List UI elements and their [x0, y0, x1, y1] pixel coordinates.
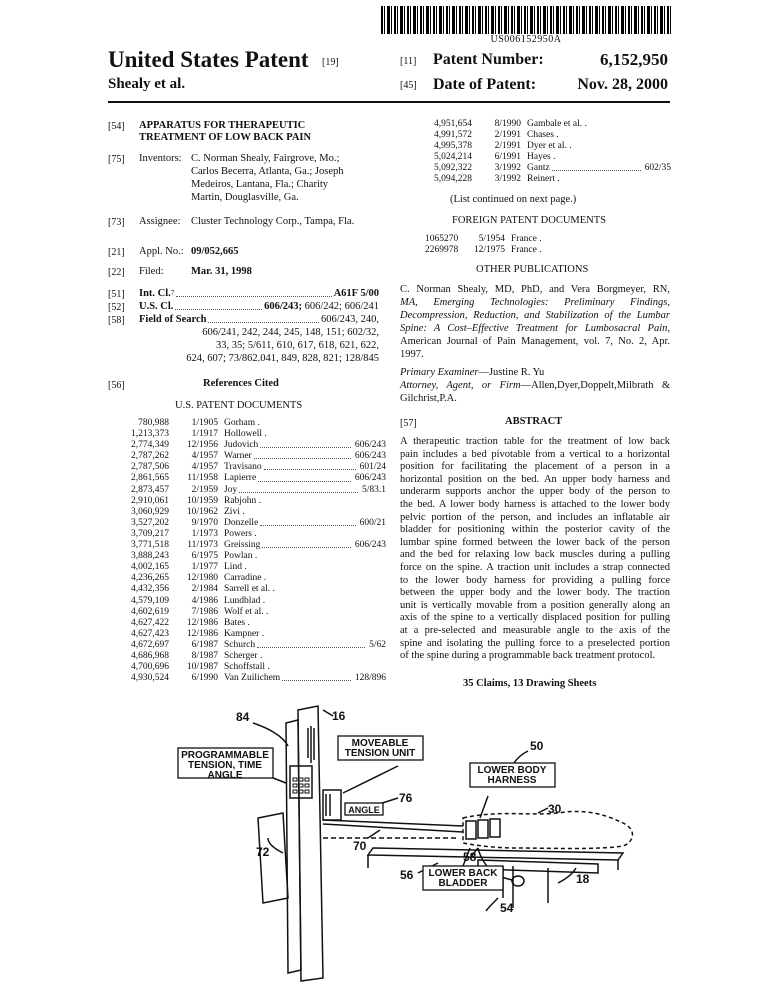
abstract-line: of the spine during a programmable back treatment protocol.	[400, 650, 656, 662]
reference-name: Scherger .	[224, 650, 263, 661]
leader-70	[368, 830, 380, 838]
us-patent-docs-label: U.S. PATENT DOCUMENTS	[175, 400, 303, 411]
foreign-doc-row	[425, 245, 542, 256]
reference-number: 4,627,423	[131, 628, 169, 639]
abstract-line: axis of the spine to a vertically displaced position for pulling	[400, 612, 670, 624]
dot-leader	[262, 540, 350, 548]
lower-body-label-2: HARNESS	[487, 775, 537, 786]
moveable-label-1: MOVEABLE	[351, 738, 409, 749]
pub-line: C. Norman Shealy, MD, PhD, and Vera Borgmeyer, RN,	[400, 284, 670, 295]
field-51-code: [51]	[108, 289, 125, 300]
reference-class: 602/35	[644, 163, 671, 174]
reference-row	[118, 573, 386, 584]
reference-name: Gantz	[527, 163, 550, 174]
appl-no-value: 09/052,665	[191, 246, 239, 257]
dot-leader	[175, 300, 262, 310]
reference-date: 6/1987	[191, 639, 218, 650]
reference-name: Wolf et al. .	[224, 606, 269, 617]
appl-no-label: Appl. No.:	[139, 246, 184, 257]
ref-72: 72	[256, 845, 270, 859]
reference-name: Van Zuilichem	[224, 673, 281, 684]
reference-date: 2/1991	[494, 130, 521, 141]
invention-title-line2: TREATMENT OF LOW BACK PAIN	[139, 132, 312, 143]
reference-name: Carradine .	[224, 573, 267, 584]
ref-18: 18	[576, 872, 590, 886]
ref-84: 84	[236, 710, 250, 724]
attorney-label: Attorney, Agent, or Firm	[400, 380, 521, 391]
references-cited-label: References Cited	[203, 378, 279, 389]
reference-date: 8/1987	[191, 650, 218, 661]
inventor-line: Carlos Becerra, Atlanta, Ga.; Joseph	[191, 166, 344, 177]
reference-number: 2,910,061	[131, 495, 169, 506]
inventors-list	[191, 152, 387, 204]
reference-name: Judovich	[224, 440, 259, 451]
reference-class: 606/243	[354, 540, 386, 551]
leader-18	[558, 868, 576, 883]
reference-number: 5,094,228	[434, 174, 472, 185]
field-of-search-line: 624, 607; 73/862.041, 849, 828, 821; 128/845	[186, 353, 379, 364]
reference-number: 4,930,524	[131, 673, 169, 684]
inventors-label: Inventors:	[139, 153, 182, 164]
ref-16: 16	[332, 709, 346, 723]
reference-name: Greissing	[224, 540, 261, 551]
abstract-line: pelvic portion of the person, and includes an inflatable air	[400, 511, 670, 523]
reference-row	[118, 440, 386, 451]
dot-leader	[239, 485, 358, 493]
reference-number: 4,236,265	[131, 573, 169, 584]
reference-date: 2/1991	[494, 141, 521, 152]
reference-name: Gambale et al. .	[527, 119, 587, 129]
reference-number: 4,991,572	[434, 130, 472, 141]
abstract-line: underarm supports anchor the upper body of the person to	[400, 486, 670, 498]
ref-58: 58	[463, 850, 477, 864]
foreign-doc-date: 5/1954	[478, 234, 505, 244]
reference-date: 6/1975	[191, 551, 218, 562]
reference-date: 2/1959	[191, 484, 218, 495]
reference-row	[118, 507, 386, 518]
reference-date: 1/1905	[191, 418, 218, 428]
leader-72	[268, 838, 283, 853]
reference-name: Joy	[224, 484, 238, 495]
patent-date: Nov. 28, 2000	[577, 76, 668, 93]
dot-leader	[282, 673, 351, 681]
dot-leader	[260, 440, 351, 448]
leader-54	[486, 898, 498, 911]
reference-name: Zivi .	[224, 506, 245, 517]
leader-84	[253, 723, 288, 746]
reference-number: 4,602,619	[131, 606, 169, 617]
reference-name: Travisano	[224, 462, 262, 473]
abstract-line: lumbar spine formed between the lower back of the person	[400, 536, 670, 548]
dot-leader	[552, 163, 641, 171]
reference-date: 10/1962	[186, 506, 218, 517]
reference-number: 3,527,202	[131, 517, 169, 528]
abstract-line: pain includes a bed pivotable from a vertical to a horizontal	[400, 448, 670, 460]
field-21-code: [21]	[108, 247, 125, 258]
reference-number: 4,579,109	[131, 595, 169, 606]
field-58-code: [58]	[108, 315, 125, 326]
reference-row	[118, 618, 386, 629]
reference-date: 3/1992	[494, 174, 521, 185]
dot-leader	[176, 287, 331, 297]
lower-back-label-2: BLADDER	[438, 878, 488, 889]
reference-row	[118, 540, 386, 551]
int-cl-label: Int. Cl.	[139, 288, 171, 299]
reference-number: 3,888,243	[131, 551, 169, 562]
abstract-line: at a pre-selected and measurable angle to the axis of the	[400, 624, 670, 636]
dot-leader	[258, 473, 351, 481]
dot-leader	[257, 640, 365, 648]
int-cl-sup: 7	[170, 289, 175, 297]
reference-name: Reinert .	[527, 174, 560, 185]
reference-number: 2,787,262	[131, 451, 169, 462]
reference-row	[421, 163, 671, 174]
reference-number: 4,686,968	[131, 650, 169, 661]
pub-line: MA, Emerging Technologies: Preliminary Findings,	[400, 297, 670, 308]
pub-line: 1997.	[400, 349, 424, 360]
foreign-doc-country: France .	[511, 234, 542, 244]
reference-number: 4,627,422	[131, 617, 169, 628]
invention-title-line1: APPARATUS FOR THERAPEUTIC	[139, 120, 306, 131]
reference-row	[118, 529, 386, 540]
pub-line: Spine: A Cost–Effective Treatment for Lumbosacral Pain,	[400, 323, 670, 334]
reference-name: Dyer et al. .	[527, 141, 572, 152]
reference-number: 780,988	[138, 418, 169, 428]
reference-name: Powlan .	[224, 551, 258, 562]
field-of-search-more	[139, 326, 379, 365]
reference-name: Hollowell .	[224, 429, 267, 440]
reference-number: 5,024,214	[434, 152, 472, 163]
dot-leader	[260, 518, 355, 526]
reference-date: 12/1956	[186, 440, 218, 451]
reference-row	[118, 662, 386, 673]
int-cl-value: A61F 5/00	[333, 288, 379, 299]
reference-name: Powers .	[224, 528, 257, 539]
abstract-line: the bed. A lower body harness is attached to the lower body	[400, 498, 670, 510]
ref-30: 30	[548, 802, 562, 816]
reference-date: 6/1990	[191, 673, 218, 684]
reference-class: 128/896	[354, 673, 386, 684]
moveable-label-2: TENSION UNIT	[344, 748, 416, 759]
date-label: Date of Patent:	[433, 76, 537, 93]
barcode	[381, 6, 671, 34]
ref-70: 70	[353, 839, 367, 853]
reference-class: 600/21	[359, 517, 386, 528]
reference-number: 3,060,929	[131, 506, 169, 517]
reference-date: 11/1958	[187, 473, 218, 484]
reference-date: 9/1970	[191, 517, 218, 528]
reference-row	[118, 562, 386, 573]
reference-date: 1/1977	[191, 562, 218, 573]
reference-row	[421, 141, 671, 152]
abstract-line: position for facilitating the placement of a person in a	[400, 461, 670, 473]
abstract-line: A therapeutic traction table for the treatment of low back	[400, 436, 670, 447]
reference-number: 4,700,696	[131, 662, 169, 673]
keypad	[293, 778, 309, 793]
inventor-line: C. Norman Shealy, Fairgrove, Mo.;	[191, 153, 340, 164]
bladder-bulb	[512, 876, 524, 886]
reference-name: Lapierre	[224, 473, 257, 484]
abstract-line: to the lower body harness for providing a pulling force	[400, 574, 670, 586]
reference-name: Schoffstall .	[224, 662, 270, 673]
abstract-line: unit is vertically movable from a position generally along an	[400, 599, 670, 611]
abstract-line: spine and isolating the pulling force to a preselected portion	[400, 637, 670, 649]
reference-number: 4,432,356	[131, 584, 169, 595]
bed-top	[368, 848, 623, 860]
programmable-label-1: PROGRAMMABLE	[181, 750, 269, 761]
patent-number: 6,152,950	[600, 50, 668, 69]
reference-row	[118, 462, 386, 473]
reference-row	[118, 607, 386, 618]
reference-name: Bates .	[224, 617, 250, 628]
reference-row	[118, 451, 386, 462]
reference-number: 2,787,506	[131, 462, 169, 473]
foreign-doc-row	[425, 234, 542, 245]
foreign-doc-date: 12/1975	[473, 245, 505, 255]
reference-number: 2,861,565	[131, 473, 169, 484]
reference-number: 3,709,217	[131, 528, 169, 539]
reference-row	[118, 518, 386, 529]
reference-row	[118, 629, 386, 640]
other-pubs-label: OTHER PUBLICATIONS	[476, 264, 589, 275]
primary-examiner-label: Primary Examiner	[400, 367, 479, 378]
patent-figure	[118, 698, 638, 983]
field-of-search-line: 33, 35; 5/611, 610, 617, 618, 621, 622,	[216, 340, 379, 351]
claims-line: 35 Claims, 13 Drawing Sheets	[463, 678, 597, 689]
reference-date: 6/1991	[494, 152, 521, 163]
attorney-line2: Gilchrist,P.A.	[400, 393, 457, 404]
reference-row	[421, 174, 671, 185]
pub-line: American Journal of Pain Management, vol. 7, No. 2, Apr.	[400, 336, 670, 347]
reference-date: 12/1986	[186, 628, 218, 639]
reference-number: 5,092,322	[434, 163, 472, 174]
reference-number: 3,771,518	[131, 540, 169, 551]
lower-body-harness	[466, 819, 500, 839]
reference-name: Rabjohn .	[224, 495, 261, 506]
reference-name: Lundblad .	[224, 595, 266, 606]
inventors-short: Shealy et al.	[108, 76, 186, 92]
dot-leader	[254, 451, 351, 459]
other-pubs-text	[400, 283, 670, 361]
filed-value: Mar. 31, 1998	[191, 266, 252, 277]
date-code: [45]	[400, 80, 417, 91]
abstract-line: force on the spine. A traction unit includes a strap connected	[400, 561, 670, 573]
reference-class: 601/24	[359, 462, 386, 473]
field-of-search-line: 606/241, 242, 244, 245, 148, 151; 602/32,	[202, 327, 379, 338]
us-cl-value-bold: 606/243;	[264, 301, 302, 312]
inventor-line: Medeiros, Lantana, Fla.; Charity	[191, 179, 329, 190]
foreign-doc-num: 2269978	[425, 245, 459, 255]
reference-row	[118, 473, 386, 484]
abstract-body	[400, 436, 670, 663]
reference-name: Gorham .	[224, 418, 260, 428]
reference-row	[118, 429, 386, 440]
reference-name: Warner	[224, 451, 252, 462]
reference-row	[421, 152, 671, 163]
field-of-search-line1: 606/243, 240,	[320, 314, 379, 325]
reference-date: 12/1986	[186, 617, 218, 628]
reference-date: 3/1992	[494, 163, 521, 174]
reference-name: Sarrell et al. .	[224, 584, 275, 595]
lower-body-label-1: LOWER BODY	[477, 765, 547, 776]
reference-name: Chases .	[527, 130, 559, 141]
pub-line: Decompression, Reduction, and Stabilization of the Lumbar	[400, 310, 670, 321]
ref-56: 56	[400, 868, 414, 882]
abstract-line: between the upper body and the lower body. The traction	[400, 587, 670, 599]
title-code: [19]	[322, 57, 339, 68]
field-of-search-label: Field of Search	[139, 314, 207, 325]
reference-row	[118, 418, 386, 429]
examiner-block	[400, 366, 670, 405]
dot-leader	[208, 313, 318, 323]
reference-date: 10/1987	[186, 662, 218, 673]
filed-label: Filed:	[139, 266, 164, 277]
reference-date: 8/1990	[494, 119, 521, 129]
field-73-code: [73]	[108, 217, 125, 228]
reference-date: 11/1973	[187, 540, 218, 551]
arrow-moveable	[343, 766, 398, 793]
field-22-code: [22]	[108, 267, 125, 278]
us-references-list-continued	[421, 119, 671, 186]
abstract-line: bladder for positioning within the posterior cavity of the	[400, 524, 670, 536]
field-56-code: [56]	[108, 380, 125, 391]
reference-date: 10/1959	[186, 495, 218, 506]
reference-row	[118, 596, 386, 607]
document-title: United States Patent	[108, 47, 309, 72]
abstract-line: horizontal position on the bed. An upper body harness and	[400, 473, 670, 485]
list-continued-note: (List continued on next page.)	[450, 194, 577, 205]
field-54-code: [54]	[108, 121, 125, 132]
reference-name: Kampner .	[224, 628, 265, 639]
reference-date: 1/1973	[191, 528, 218, 539]
field-52-code: [52]	[108, 302, 125, 313]
assignee-label: Assignee:	[139, 216, 181, 227]
reference-date: 4/1986	[191, 595, 218, 606]
primary-examiner-name: —Justine R. Yu	[478, 367, 545, 378]
ref-54: 54	[500, 901, 514, 915]
reference-class: 5/83.1	[361, 484, 386, 495]
us-cl-row	[139, 300, 379, 313]
foreign-docs-list	[425, 234, 542, 256]
reference-row	[118, 551, 386, 562]
us-cl-value-rest: 606/242; 606/241	[301, 301, 379, 312]
us-cl-label: U.S. Cl.	[139, 301, 174, 312]
ref-50: 50	[530, 739, 544, 753]
reference-class: 606/243	[354, 440, 386, 451]
barcode-number: US006152950A	[490, 34, 562, 45]
reference-row	[421, 130, 671, 141]
foreign-doc-country: France .	[511, 245, 542, 255]
reference-name: Donzelle	[224, 517, 259, 528]
reference-date: 7/1986	[191, 606, 218, 617]
reference-row	[118, 640, 386, 651]
reference-row	[118, 485, 386, 496]
patent-number-code: [11]	[400, 56, 417, 67]
inventor-line: Martin, Douglasville, Ga.	[191, 192, 299, 203]
reference-number: 1,213,373	[131, 429, 169, 440]
reference-name: Lind .	[224, 562, 247, 573]
abstract-heading: ABSTRACT	[505, 416, 563, 427]
header-rule	[108, 101, 670, 103]
foreign-doc-num: 1065270	[425, 234, 459, 244]
patent-number-label: Patent Number:	[433, 51, 544, 68]
foreign-docs-label: FOREIGN PATENT DOCUMENTS	[452, 215, 607, 226]
tower-inner	[286, 720, 301, 973]
programmable-label-3: ANGLE	[207, 770, 243, 781]
reference-class: 606/243	[354, 451, 386, 462]
angle-label: ANGLE	[348, 805, 380, 815]
reference-class: 5/62	[369, 639, 386, 650]
reference-date: 1/1917	[191, 429, 218, 440]
assignee-value: Cluster Technology Corp., Tampa, Fla.	[191, 216, 355, 227]
reference-name: Schurch	[224, 639, 256, 650]
reference-row	[118, 584, 386, 595]
reference-number: 2,873,457	[131, 484, 169, 495]
reference-date: 12/1980	[186, 573, 218, 584]
abstract-line: and the bed for relaxing low back muscles during a pulling	[400, 549, 670, 561]
field-of-search-row	[139, 313, 379, 326]
field-75-code: [75]	[108, 154, 125, 165]
lower-back-label-1: LOWER BACK	[428, 868, 498, 879]
programmable-label-2: TENSION, TIME	[188, 760, 262, 771]
reference-row	[118, 651, 386, 662]
reference-row	[118, 673, 386, 684]
reference-class: 606/243	[354, 473, 386, 484]
abstract-code: [57]	[400, 418, 417, 429]
reference-row	[118, 496, 386, 507]
attorney-line1: —Allen,Dyer,Doppelt,Milbrath &	[520, 380, 670, 391]
reference-date: 4/1957	[191, 451, 218, 462]
reference-number: 2,774,349	[131, 440, 169, 451]
reference-date: 2/1984	[191, 584, 218, 595]
reference-date: 4/1957	[191, 462, 218, 473]
leader-30	[538, 808, 548, 813]
us-references-list	[118, 418, 386, 684]
reference-row	[421, 119, 671, 130]
reference-number: 4,002,165	[131, 562, 169, 573]
ref-76: 76	[399, 791, 413, 805]
dot-leader	[264, 462, 356, 470]
reference-number: 4,672,697	[131, 639, 169, 650]
reference-number: 4,951,654	[434, 119, 472, 129]
reference-name: Hayes .	[527, 152, 556, 163]
int-cl-row	[139, 287, 379, 300]
reference-number: 4,995,378	[434, 141, 472, 152]
